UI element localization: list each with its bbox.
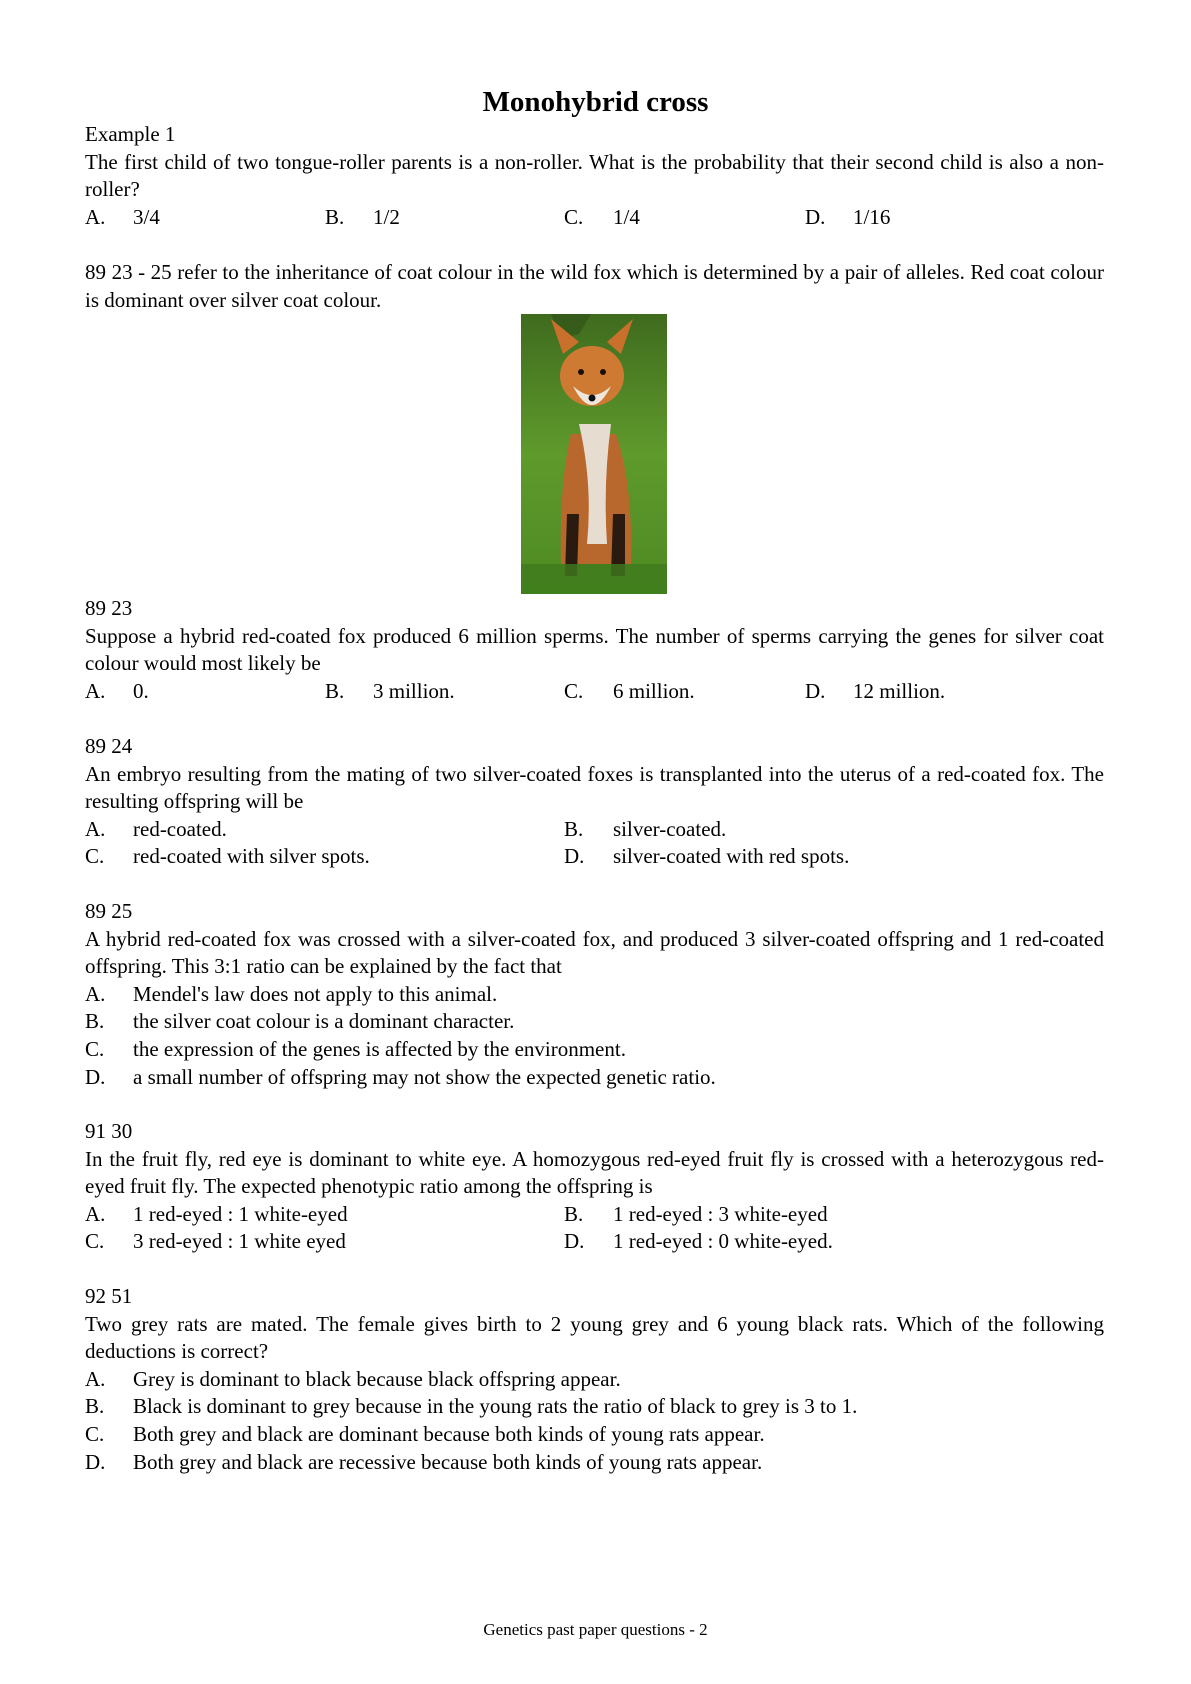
option-c: Both grey and black are dominant because both kinds of young rats appear. — [133, 1421, 765, 1446]
option-a-label: A. — [85, 1366, 106, 1391]
option-c-label: C. — [85, 1036, 105, 1061]
question-heading: 89 23 — [85, 596, 133, 620]
option-c-label: C. — [564, 204, 584, 229]
example-1 — [85, 121, 1104, 231]
question-text: In the fruit fly, red eye is dominant to white eye. A homozygous red-eyed fruit fly is crossed with a heterozygous red-eyed fruit fly. The expected phenotypic ratio among the offspring is — [85, 1146, 1104, 1199]
option-d: 12 million. — [853, 678, 946, 703]
option-d: silver-coated with red spots. — [613, 844, 850, 869]
option-a: Grey is dominant to black because black offspring appear. — [133, 1366, 621, 1391]
option-c-label: C. — [564, 678, 584, 703]
question-heading: 89 24 — [85, 734, 133, 758]
options-row — [85, 816, 1104, 844]
option-b-label: B. — [325, 204, 345, 229]
option-c: 1/4 — [613, 204, 640, 229]
options-row — [85, 204, 1104, 232]
question-heading: 91 30 — [85, 1119, 133, 1143]
option-c-label: C. — [85, 1421, 105, 1446]
option-d-label: D. — [564, 844, 585, 869]
question-92-51 — [85, 1283, 1104, 1476]
option-b-label: B. — [564, 1201, 584, 1226]
option-d-label: D. — [85, 1064, 106, 1089]
option-a-label: A. — [85, 816, 106, 841]
question-89-24 — [85, 733, 1104, 871]
option-d: 1 red-eyed : 0 white-eyed. — [613, 1229, 833, 1254]
option-d-label: D. — [805, 204, 826, 229]
option-a: 3/4 — [133, 204, 160, 229]
option-d-label: D. — [805, 678, 826, 703]
option-b: Black is dominant to grey because in the young rats the ratio of black to grey is 3 to 1. — [133, 1394, 858, 1419]
option-b-label: B. — [85, 1009, 105, 1034]
fox-photo — [521, 314, 667, 594]
question-heading: Example 1 — [85, 122, 176, 146]
options-row — [85, 678, 1104, 706]
option-d: a small number of offspring may not show the expected genetic ratio. — [133, 1064, 716, 1089]
question-91-30 — [85, 1118, 1104, 1256]
option-d-label: D. — [85, 1449, 106, 1474]
option-a-label: A. — [85, 1201, 106, 1226]
options-row — [85, 843, 1104, 871]
option-d: Both grey and black are recessive because both kinds of young rats appear. — [133, 1449, 763, 1474]
question-heading: 89 25 — [85, 899, 133, 923]
question-heading: 92 51 — [85, 1284, 133, 1308]
question-89-23 — [85, 595, 1104, 705]
option-a-label: A. — [85, 678, 106, 703]
option-b: 1/2 — [373, 204, 400, 229]
option-c: the expression of the genes is affected by the environment. — [133, 1036, 626, 1061]
option-b-label: B. — [564, 816, 584, 841]
option-c: 6 million. — [613, 678, 695, 703]
question-text: Suppose a hybrid red-coated fox produced 6 million sperms. The number of sperms carrying the genes for silver coat colour would most likely be — [85, 623, 1104, 676]
option-b: 3 million. — [373, 678, 455, 703]
option-d: 1/16 — [853, 204, 891, 229]
option-b: the silver coat colour is a dominant character. — [133, 1009, 515, 1034]
question-text: Two grey rats are mated. The female gives birth to 2 young grey and 6 young black rats. Which of the following deductions is correct? — [85, 1311, 1104, 1364]
question-89-25 — [85, 898, 1104, 1091]
option-b: silver-coated. — [613, 816, 727, 841]
option-c-label: C. — [85, 1229, 105, 1254]
option-a-label: A. — [85, 204, 106, 229]
question-text: An embryo resulting from the mating of two silver-coated foxes is transplanted into the uterus of a red-coated fox. The resulting offspring will be — [85, 761, 1104, 814]
option-b: 1 red-eyed : 3 white-eyed — [613, 1201, 828, 1226]
question-text: The first child of two tongue-roller parents is a non-roller. What is the probability that their second child is also a non-roller? — [85, 149, 1104, 202]
option-b-label: B. — [325, 678, 345, 703]
option-c: red-coated with silver spots. — [133, 844, 370, 869]
option-a: Mendel's law does not apply to this animal. — [133, 981, 498, 1006]
page-footer: Genetics past paper questions - 2 — [483, 1620, 708, 1639]
option-c: 3 red-eyed : 1 white eyed — [133, 1229, 346, 1254]
option-b-label: B. — [85, 1394, 105, 1419]
page-title: Monohybrid cross — [482, 86, 709, 118]
option-a-label: A. — [85, 981, 106, 1006]
option-a: red-coated. — [133, 816, 227, 841]
question-text: A hybrid red-coated fox was crossed with a silver-coated fox, and produced 3 silver-coated offspring and 1 red-coated offspring. This 3:1 ratio can be explained by the fact that — [85, 926, 1104, 979]
fox-intro-text: 89 23 - 25 refer to the inheritance of coat colour in the wild fox which is determined by a pair of alleles. Red coat colour is dominant over silver coat colour. — [85, 260, 1104, 312]
option-a: 0. — [133, 678, 149, 703]
option-d-label: D. — [564, 1229, 585, 1254]
option-a: 1 red-eyed : 1 white-eyed — [133, 1201, 348, 1226]
option-c-label: C. — [85, 844, 105, 869]
